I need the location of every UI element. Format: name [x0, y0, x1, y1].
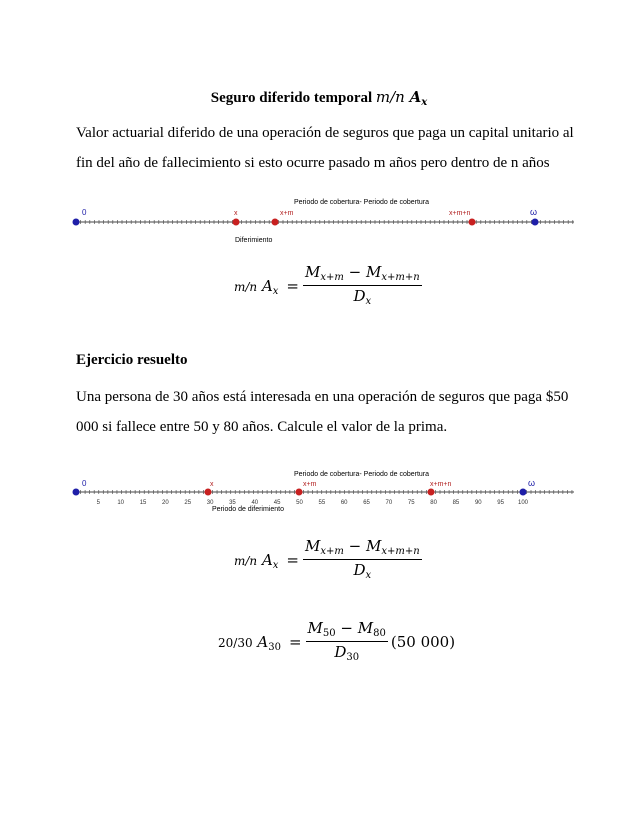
- formula1-denominator: [303, 286, 422, 309]
- timeline-diagram-2: [60, 462, 580, 522]
- formula1-M2: M: [366, 263, 382, 281]
- axis-tick-label: 45: [273, 500, 281, 506]
- diagram2-deferment-label: Periodo de diferimiento: [212, 506, 284, 513]
- formula1-M1: M: [305, 263, 321, 281]
- diagram2-label-xmn: x+m+n: [430, 481, 452, 488]
- formula1-A-sub: x: [272, 285, 279, 297]
- formula1-D: D: [353, 287, 366, 305]
- axis-tick-label: 35: [229, 500, 236, 506]
- axis-tick-label: 85: [452, 500, 460, 506]
- axis-tick-label: 95: [497, 500, 504, 506]
- axis-tick-label: 55: [318, 500, 326, 506]
- section-title-seguro-diferido: [0, 88, 638, 107]
- formula1-fraction: [303, 262, 422, 309]
- point-xmn: [428, 489, 435, 496]
- formula2-prefix: m/n: [234, 553, 258, 568]
- point-xm: [272, 219, 279, 226]
- formula3-lhs: [218, 633, 281, 651]
- point-origin: [73, 489, 80, 496]
- axis-tick-label: 30: [206, 500, 214, 506]
- section-title-ejercicio: Ejercicio resuelto: [76, 352, 188, 368]
- formula2-D: D: [353, 561, 366, 579]
- formula3-factor: (50 000): [390, 632, 456, 651]
- title-math-sub: x: [421, 97, 428, 108]
- diagram2-label-xm: x+m: [303, 481, 317, 488]
- diagram1-deferment-label: Diferimiento: [235, 237, 273, 244]
- axis-tick-label: 70: [385, 500, 393, 506]
- axis-tick-label: 10: [117, 500, 125, 506]
- formula1-M2-sub: x+m+n: [381, 272, 420, 283]
- axis-tick-label: 75: [407, 500, 415, 506]
- point-xmn: [469, 219, 476, 226]
- point-x: [233, 219, 240, 226]
- formula1-prefix: m/n: [234, 279, 258, 294]
- title-math-A: A: [409, 88, 422, 106]
- axis-tick-label: 15: [139, 500, 147, 506]
- formula2-numerator: [303, 536, 422, 560]
- diagram1-label-xmn: x+m+n: [449, 210, 471, 217]
- axis-tick-label: 80: [430, 500, 437, 506]
- formula2-lhs: [234, 551, 278, 569]
- title-math-prefix: m/n: [375, 88, 405, 106]
- formula2-minus: −: [348, 537, 362, 555]
- paragraph-line: 000 si fallece entre 50 y 80 años. Calcule el valor de la prima.: [76, 419, 448, 435]
- axis-tick-label: 50: [296, 500, 303, 506]
- diagram1-label-xm: x+m: [280, 210, 294, 217]
- formula3-M2-sub: 80: [373, 628, 386, 639]
- formula2-fraction: [303, 536, 422, 583]
- point-omega: [520, 489, 527, 496]
- diagram2-label-omega: ω: [528, 478, 536, 488]
- formula-general-2: [234, 536, 422, 583]
- formula3-fraction: [306, 618, 388, 665]
- formula3-M2: M: [357, 619, 374, 637]
- formula3-D-sub: 30: [346, 652, 360, 663]
- paragraph-line: Una persona de 30 años está interesada en una operación de seguros que paga $50: [76, 389, 569, 405]
- formula3-prefix: 20/30: [218, 635, 253, 650]
- formula2-D-sub: x: [365, 570, 372, 581]
- formula2-M1-sub: x+m: [320, 546, 344, 557]
- axis-tick-label: 20: [162, 500, 169, 506]
- axis-tick-label: 25: [184, 500, 192, 506]
- title-math: [376, 88, 427, 106]
- formula2-A-sub: x: [272, 559, 279, 571]
- diagram2-label-origin: 0: [82, 479, 87, 488]
- diagram1-label-origin: 0: [82, 208, 87, 217]
- formula1-minus: −: [348, 263, 362, 281]
- title-text: Seguro diferido temporal: [210, 90, 373, 106]
- axis-tick-label: 5: [96, 500, 101, 506]
- section2-paragraph: [76, 382, 596, 442]
- point-xm: [296, 489, 303, 496]
- point-omega: [532, 219, 539, 226]
- diagram1-label-omega: ω: [530, 207, 538, 217]
- formula2-denominator: [303, 560, 422, 583]
- formula2-equals: =: [286, 550, 299, 569]
- axis-tick-label: 40: [251, 500, 259, 506]
- formula1-D-sub: x: [365, 296, 372, 307]
- formula3-denominator: [306, 642, 388, 665]
- diagram2-label-x: x: [210, 481, 214, 488]
- formula-numeric: [218, 618, 455, 665]
- section1-paragraph: [76, 118, 596, 178]
- axis-tick-label: 60: [340, 500, 348, 506]
- axis-tick-label: 65: [363, 500, 370, 506]
- formula1-numerator: [303, 262, 422, 286]
- formula3-M1-sub: 50: [322, 628, 336, 639]
- formula1-lhs: [234, 277, 278, 295]
- formula2-M2-sub: x+m+n: [381, 546, 420, 557]
- formula3-D: D: [334, 643, 347, 661]
- formula-general-1: [234, 262, 422, 309]
- formula2-A: A: [261, 550, 273, 569]
- paragraph-line: fin del año de fallecimiento si esto ocurre pasado m años pero dentro de n años: [76, 155, 550, 171]
- diagram1-coverage-label: Periodo de cobertura- Periodo de cobertura: [294, 199, 430, 206]
- formula3-minus: −: [340, 619, 353, 637]
- formula3-A: A: [257, 632, 269, 651]
- diagram1-label-x: x: [234, 210, 238, 217]
- formula1-A: A: [261, 276, 273, 295]
- formula2-M2: M: [366, 537, 382, 555]
- paragraph-line: Valor actuarial diferido de una operación de seguros que paga un capital unitario al: [76, 125, 574, 141]
- point-x: [205, 489, 212, 496]
- point-origin: [73, 219, 80, 226]
- formula1-M1-sub: x+m: [320, 272, 344, 283]
- formula3-A-sub: 30: [268, 641, 281, 653]
- formula1-equals: =: [286, 276, 299, 295]
- axis-tick-label: 100: [517, 500, 529, 506]
- formula3-numerator: [306, 618, 388, 642]
- formula3-M1: M: [307, 619, 323, 637]
- diagram2-coverage-label: Periodo de cobertura- Periodo de cobertura: [294, 471, 430, 478]
- timeline-diagram-1: [60, 190, 580, 250]
- formula2-M1: M: [305, 537, 321, 555]
- formula3-equals: =: [288, 632, 302, 651]
- axis-tick-label: 90: [474, 500, 482, 506]
